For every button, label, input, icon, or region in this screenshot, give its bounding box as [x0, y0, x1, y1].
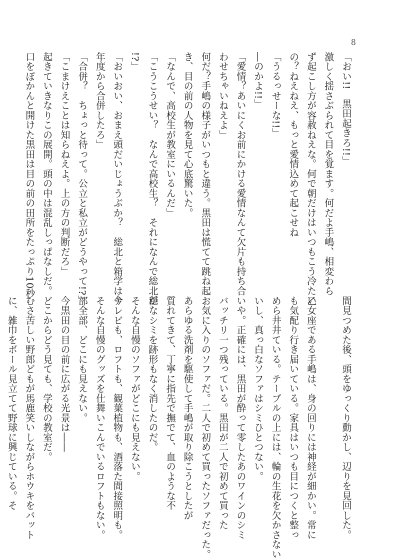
- text-line: 間見つめた後、頭をゆっくり動かし、辺りを見回した。: [340, 296, 351, 540]
- text-line: 何だ？手嶋の様子がいつもと違う。黒田は慌てて跳ね起: [199, 52, 211, 296]
- text-line: ―のかよ!!」: [252, 52, 264, 109]
- text-line: の？ねえねえ、もっと愛情込めて起こせね: [287, 52, 299, 238]
- text-line: めら井井ている。テーブルの上には、輪の生花を欠かさない: [269, 296, 281, 560]
- text-line: あらゆる洗剤を駆使して手嶋が取り除こうとしたが: [181, 296, 193, 521]
- text-block-bottom: [5, 296, 354, 560]
- text-line: 「愛情？あいにくお前にかける愛情なんて欠片も持ち合: [234, 52, 246, 296]
- text-line: むさ苦しい野郎どもが馬鹿笑いしながらホウキをバット: [23, 296, 35, 540]
- text-line: そんな自慢のグッズを仕舞いこんでいるロフトもない。: [93, 296, 105, 540]
- text-line: 激しく揺さぶられて目を覚ます。何だよ手嶋、相変わら: [322, 52, 334, 296]
- text-block-top: [23, 52, 354, 306]
- text-line: も気配り行き届いている。家具はいつも目につくと整っ: [287, 296, 299, 540]
- text-line: ず起こし方が容赦ねえな。何で朝だけはいつもこう冷たい: [304, 52, 316, 306]
- text-line: お気に入りのソファだ。二人で初めて買ったソファだった。: [199, 296, 211, 560]
- text-line: !?」: [128, 52, 140, 72]
- text-line: 「なんで、高校生が教室にいるんだ」: [164, 52, 176, 218]
- text-line: [0, 296, 2, 528]
- text-line: 部全部、どこにも見えない。: [76, 296, 88, 423]
- text-line: 「おいおい、おまえ頭だいじょうぶか？ 総北と箱学は今: [111, 52, 123, 306]
- text-line: 「こまけえことは知らねえよ。上の方の判断だろ」: [58, 52, 70, 277]
- text-line: 口をぽかんと開けた黒田は目の前の田所をたっぷり10秒: [23, 52, 35, 299]
- text-line: どこからどう見ても、学校の教室だ。: [40, 296, 52, 462]
- text-line: いや。正確には、黒田が酔って零したあのワインのシミ: [234, 296, 246, 540]
- text-line: に、雑巾をボール見立てて野球に興じている。そ: [5, 296, 17, 511]
- text-line: 「合併？ ちょっと待って。公立と私立がどうやって!?」: [76, 52, 88, 306]
- text-line: バッチリ一つ残っている。黒田が二人で初めて買った: [216, 296, 228, 530]
- text-line: 質れてきて、丁寧に指先で撫でて、血のような不: [164, 296, 176, 511]
- text-line: 「おい!! 黒田起きろ!!」: [340, 52, 351, 166]
- text-line: そんな自慢のソファがどこにも見えない。: [128, 296, 140, 482]
- page-number: 8: [350, 38, 356, 47]
- text-line: 年度から合併したろ」: [93, 52, 105, 150]
- text-line: 今黒田の目の前に広がる光景は――: [58, 296, 70, 452]
- text-line: 穏なシミを跡形もなく消したのだ。: [146, 296, 158, 452]
- text-line: き、目の前の人物を見て心底驚いた。: [181, 52, 193, 218]
- text-line: いし、真っ白なソファはシミひとつない。: [252, 296, 264, 482]
- text-line: [319, 296, 337, 528]
- text-line: 乙女座である手嶋は、身の回りには神経が細かい。常に: [304, 296, 316, 540]
- text-line: テレビも、ロフトも、観葉植物も、酒落た間接照明も。: [111, 296, 123, 540]
- text-line: わせちゃいねえよ」: [216, 52, 228, 140]
- text-line: 「うるっせーな!!」: [269, 52, 281, 139]
- text-line: 「こうこうせい？ なんで高校生？ それになんで総北が: [146, 52, 158, 306]
- text-line: 起きていきなりこの展開。頭の中は混乱しっぱなしだ。: [40, 52, 52, 296]
